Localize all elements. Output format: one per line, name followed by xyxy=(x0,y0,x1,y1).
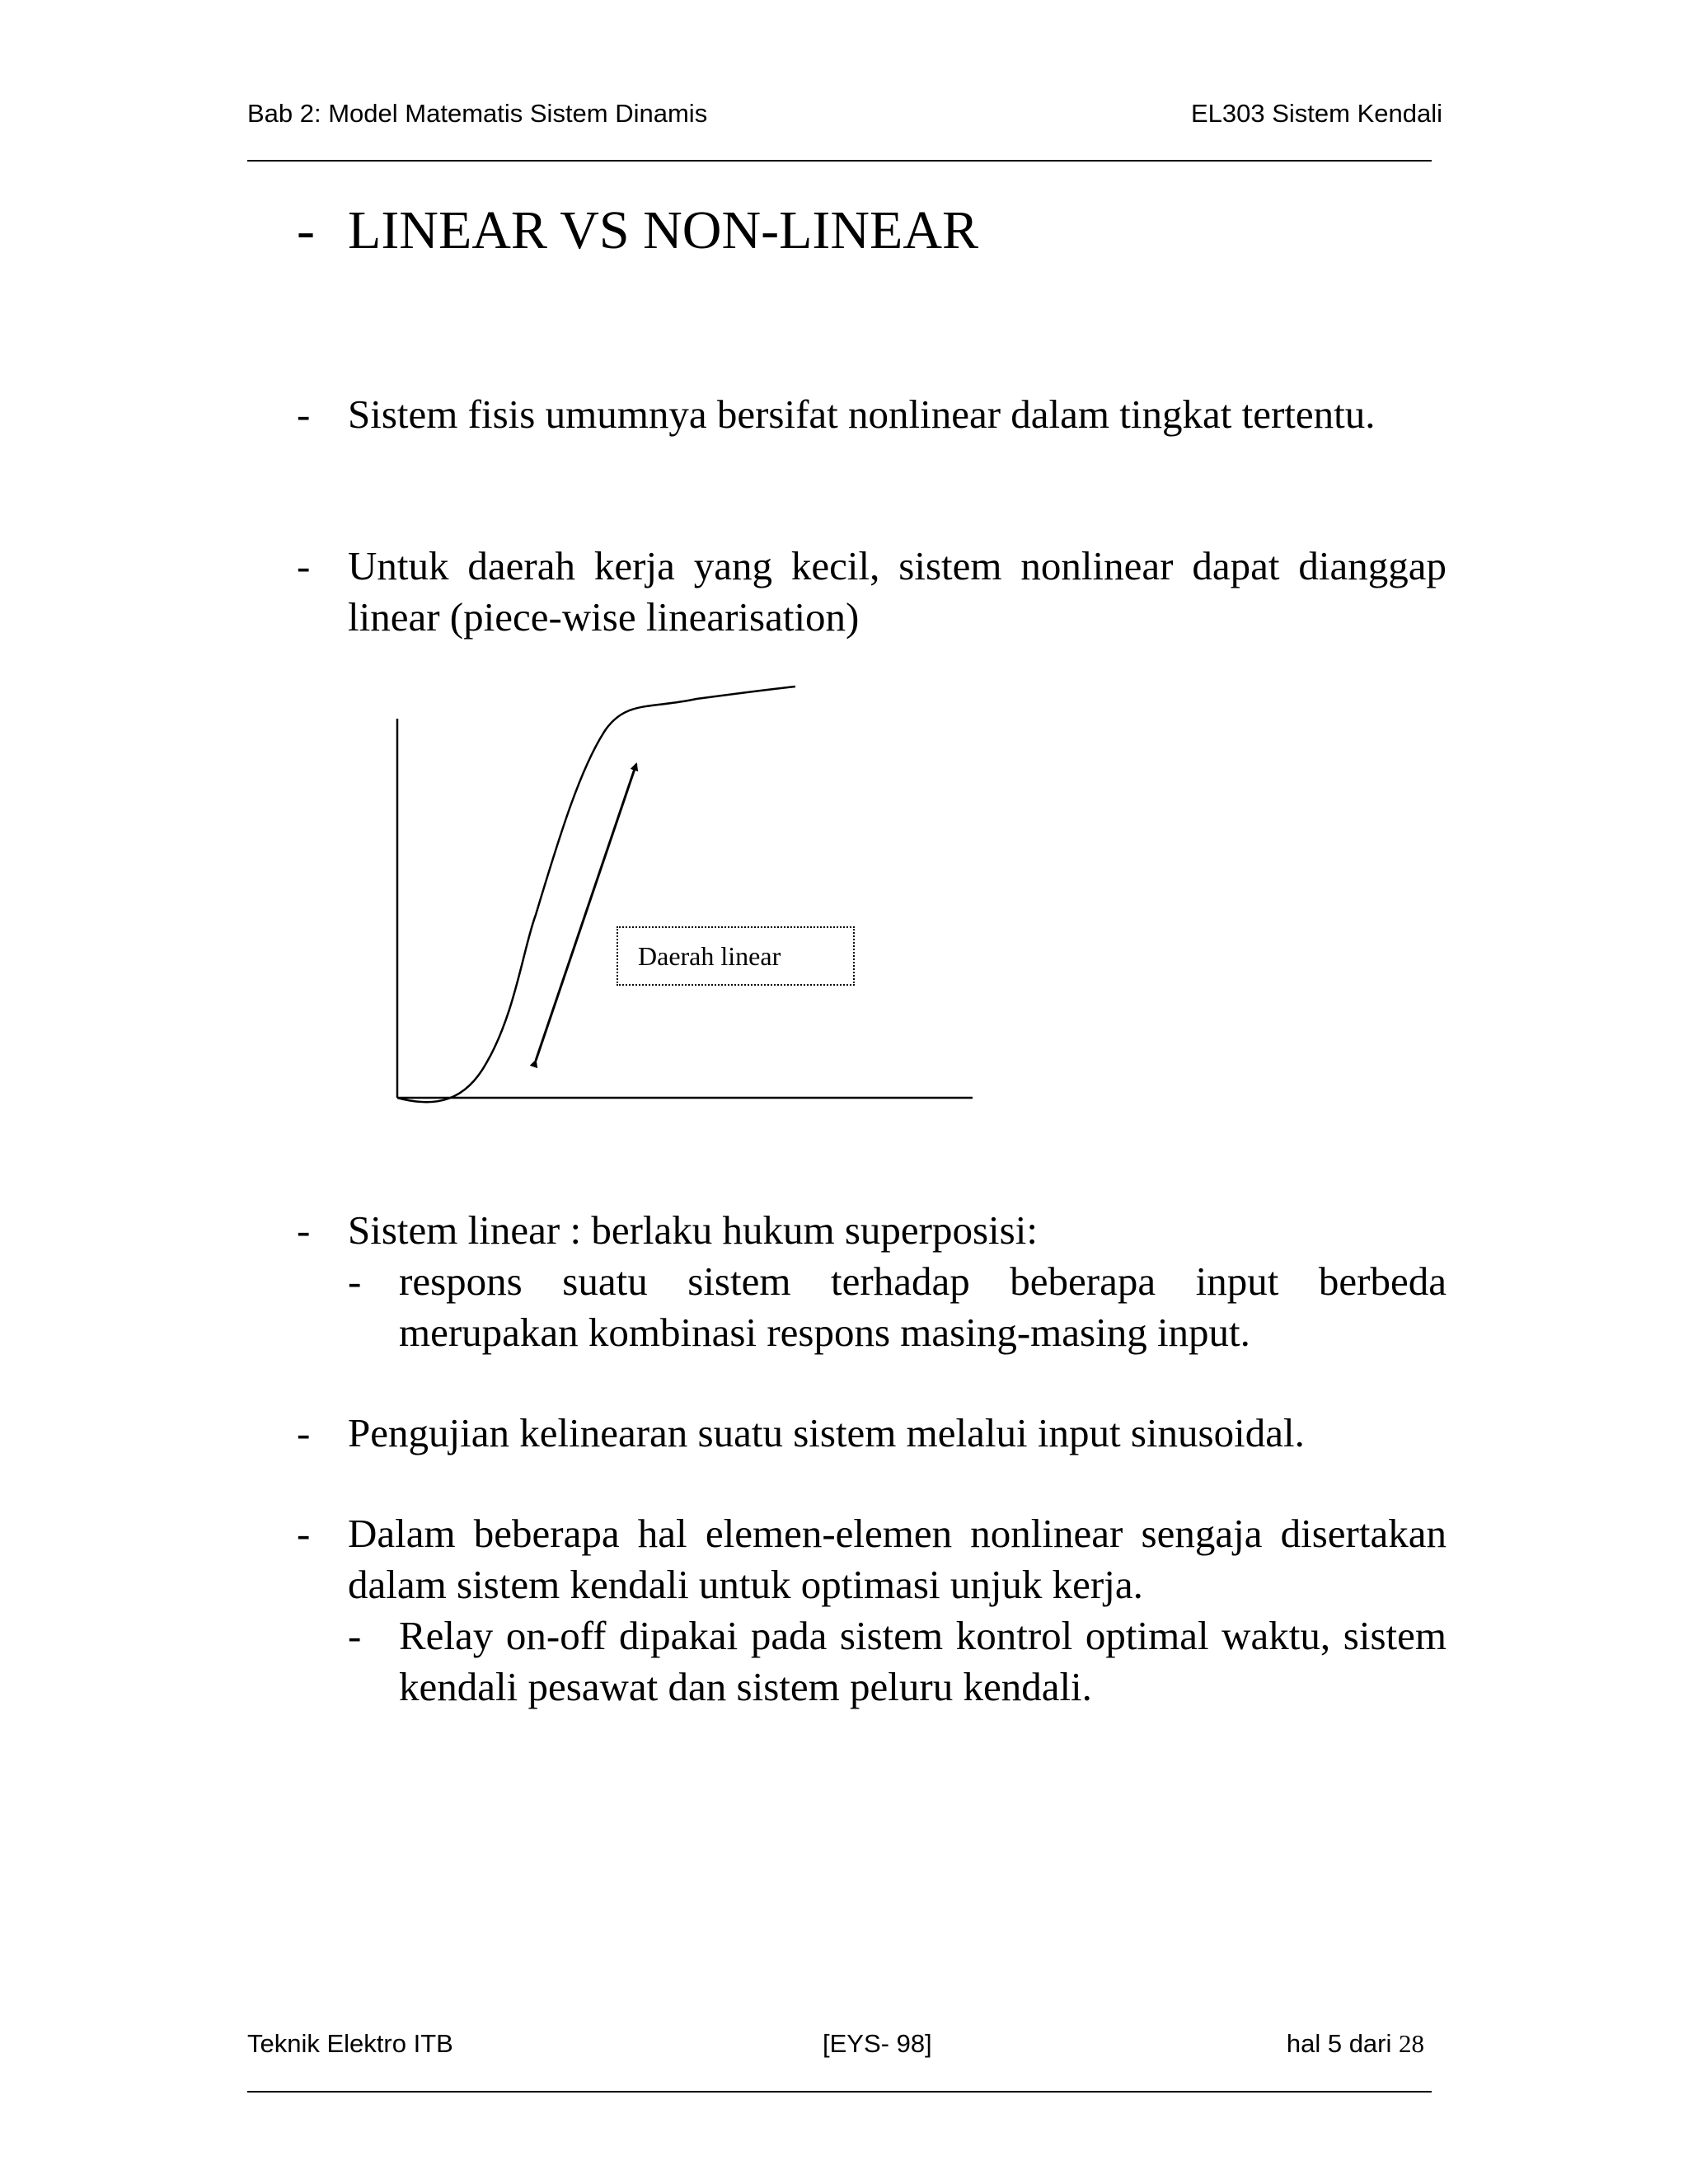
linear-region-label: Daerah linear xyxy=(617,926,855,986)
sub-bullet-text: Relay on-off dipakai pada sistem kontrol optimal waktu, sistem kendali pesawat dan sistem peluru kendali. xyxy=(399,1613,1447,1709)
bullet-item-intentional-nonlinear xyxy=(297,1508,1447,1713)
linear-region-arrow xyxy=(536,764,636,1061)
title-bullet: - xyxy=(297,200,315,260)
footer-page-number xyxy=(1287,2029,1424,2059)
section-title xyxy=(297,198,978,264)
footer-page-prefix: hal 5 dari xyxy=(1286,2029,1399,2058)
bullet-item-nonlinear-physical xyxy=(297,389,1447,440)
bullet-item-superposition xyxy=(297,1205,1447,1358)
bullet-dash: - xyxy=(297,1207,311,1253)
nonlinear-curve-figure xyxy=(379,676,989,1121)
footer-reference: [EYS- 98] xyxy=(823,2029,932,2058)
sub-bullet-text: respons suatu sistem terhadap beberapa input berbeda merupakan kombinasi respons masing-masing input. xyxy=(399,1258,1447,1355)
bullet-dash: - xyxy=(297,1511,311,1556)
bullet-dash: - xyxy=(297,1410,311,1455)
bullet-text: Sistem linear : berlaku hukum superposisi: xyxy=(348,1207,1038,1253)
nonlinear-curve xyxy=(397,687,795,1102)
footer-institution: Teknik Elektro ITB xyxy=(247,2029,453,2058)
sub-bullet-item xyxy=(297,1256,1447,1358)
title-text: LINEAR VS NON-LINEAR xyxy=(348,200,979,260)
bullet-text: Dalam beberapa hal elemen-elemen nonlinear sengaja disertakan dalam sistem kendali untuk optimasi unjuk kerja. xyxy=(348,1511,1447,1607)
footer-rule xyxy=(247,2091,1432,2093)
bullet-text: Sistem fisis umumnya bersifat nonlinear dalam tingkat tertentu. xyxy=(348,391,1376,437)
sub-bullet-dash: - xyxy=(348,1258,362,1304)
bullet-item-sinusoidal-test xyxy=(297,1408,1447,1459)
sub-bullet-item xyxy=(297,1610,1447,1713)
bullet-text: Pengujian kelinearan suatu sistem melalui input sinusoidal. xyxy=(348,1410,1305,1455)
bullet-text: Untuk daerah kerja yang kecil, sistem nonlinear dapat dianggap linear (piece-wise linearisation) xyxy=(348,543,1447,640)
bullet-dash: - xyxy=(297,391,311,437)
footer-page-total: 28 xyxy=(1399,2029,1424,2058)
sub-bullet-dash: - xyxy=(348,1613,362,1658)
bullet-dash: - xyxy=(297,543,311,588)
bullet-item-small-region xyxy=(297,541,1447,643)
header-rule xyxy=(247,160,1432,162)
header-course-title: EL303 Sistem Kendali xyxy=(1190,99,1442,128)
header-chapter-title: Bab 2: Model Matematis Sistem Dinamis xyxy=(247,99,708,128)
